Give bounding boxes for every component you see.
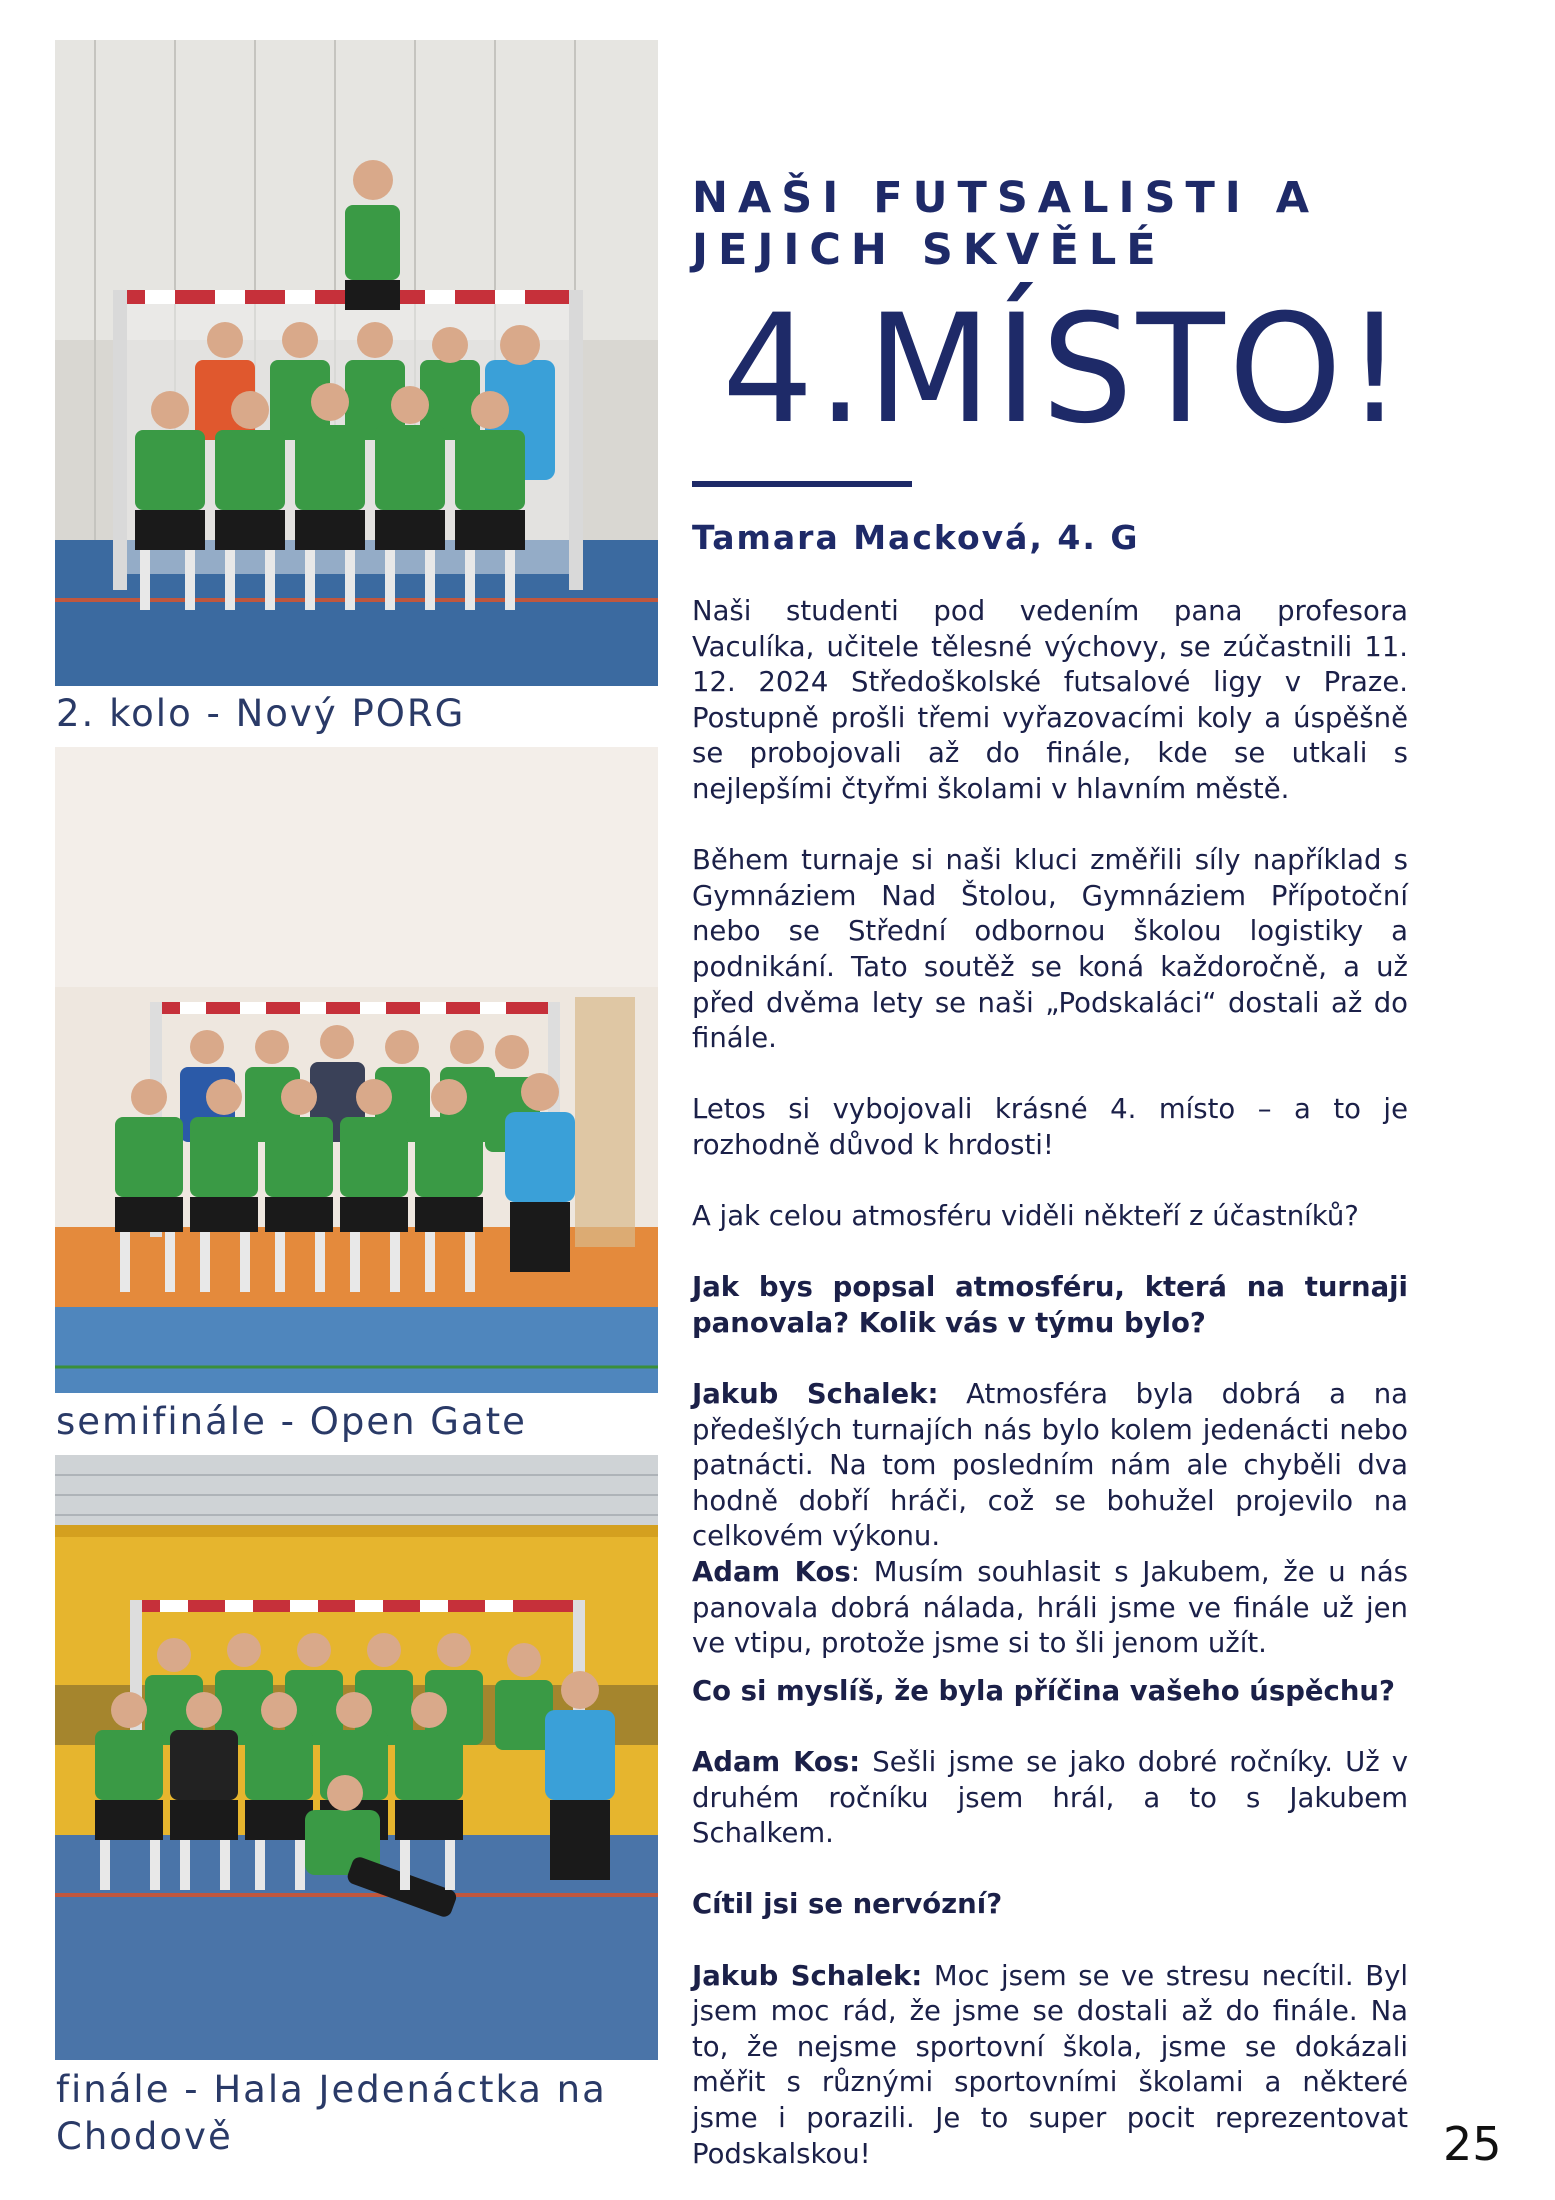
team-photo-final: [55, 1455, 658, 2060]
team-photo-goal-white-hall-icon: [55, 40, 658, 686]
interview-question: Cítil jsi se nervózní?: [692, 1888, 1003, 1921]
photo-caption-round2: 2. kolo - Nový PORG: [56, 692, 466, 735]
paragraph: A jak celou atmosféru viděli někteří z účastníků?: [692, 1200, 1359, 1233]
title-divider: [692, 481, 912, 487]
article-author: Tamara Macková, 4. G: [692, 518, 1140, 557]
answer-text: Atmosféra byla dobrá a na předešlých turnajích nás bylo kolem jedenácti nebo patnácti. Na tom posledním nám ale chyběli dva hodně dobří hráči, což se bohužel projevilo na celkovém výkonu.: [692, 1378, 1408, 1553]
speaker-name: Jakub Schalek:: [692, 1959, 923, 1992]
interview-answer: [692, 1555, 1408, 1662]
article-body: [692, 594, 1408, 2172]
photo-caption-semifinal: semifinále - Open Gate: [56, 1400, 527, 1443]
article-title: 4.MÍSTO!: [722, 283, 1408, 457]
interview-answer: [692, 1959, 1408, 2173]
speaker-name: Jakub Schalek:: [692, 1378, 939, 1411]
article-kicker: NAŠI FUTSALISTI A JEJICH SKVĚLÉ: [692, 173, 1320, 275]
page-number: 25: [1443, 2117, 1502, 2171]
answer-text: Sešli jsme se jako dobré ročníky. Už v druhém ročníku jsem hrál, a to s Jakubem Schalkem.: [692, 1746, 1408, 1850]
answer-text: : Musím souhlasit s Jakubem, že u nás panovala dobrá nálada, hráli jsme ve finále už jen ve vtipu, protože jsme si to šli jenom užít.: [692, 1556, 1409, 1660]
interview-answer: [692, 1377, 1408, 1555]
photo-caption-final: finále - Hala Jedenáctka na Chodově: [56, 2068, 607, 2158]
team-photo-orange-court-icon: [55, 747, 658, 1393]
paragraph: Během turnaje si naši kluci změřili síly například s Gymnáziem Nad Štolou, Gymnáziem Přípotoční nebo se Střední odbornou školou logistiky a podnikání. Tato soutěž se koná každoročně, a už před dvěma lety se naši „Podskaláci“ dostali až do finále.: [692, 844, 1408, 1055]
paragraph: Letos si vybojovali krásné 4. místo – a to je rozhodně důvod k hrdosti!: [692, 1093, 1408, 1161]
team-photo-round2: [55, 40, 658, 686]
interview-question: Jak bys popsal atmosféru, která na turnaji panovala? Kolik vás v týmu bylo?: [692, 1271, 1408, 1339]
interview-answer: [692, 1745, 1408, 1852]
speaker-name: Adam Kos:: [692, 1746, 861, 1778]
team-photo-semifinal: [55, 747, 658, 1393]
answer-text: Moc jsem se ve stresu necítil. Byl jsem moc rád, že jsme se dostali až do finále. Na to, že nejsme sportovní škola, jsme se dokázali měřit s různými sportovními školami a některé jsme i porazili. Je to super pocit reprezentovat Podskalskou!: [692, 1959, 1408, 2170]
team-photo-yellow-hall-icon: [55, 1455, 658, 2060]
speaker-name: Adam Kos: [692, 1556, 851, 1589]
interview-question: Co si myslíš, že byla příčina vašeho úspěchu?: [692, 1674, 1395, 1707]
paragraph: Naši studenti pod vedením pana profesora Vaculíka, učitele tělesné výchovy, se zúčastnili 11. 12. 2024 Středoškolské futsalové ligy v Praze. Postupně prošli třemi vyřazovacími koly a úspěšně se probojovali až do finále, kde se utkali s nejlepšími čtyřmi školami v hlavním městě.: [692, 595, 1408, 805]
